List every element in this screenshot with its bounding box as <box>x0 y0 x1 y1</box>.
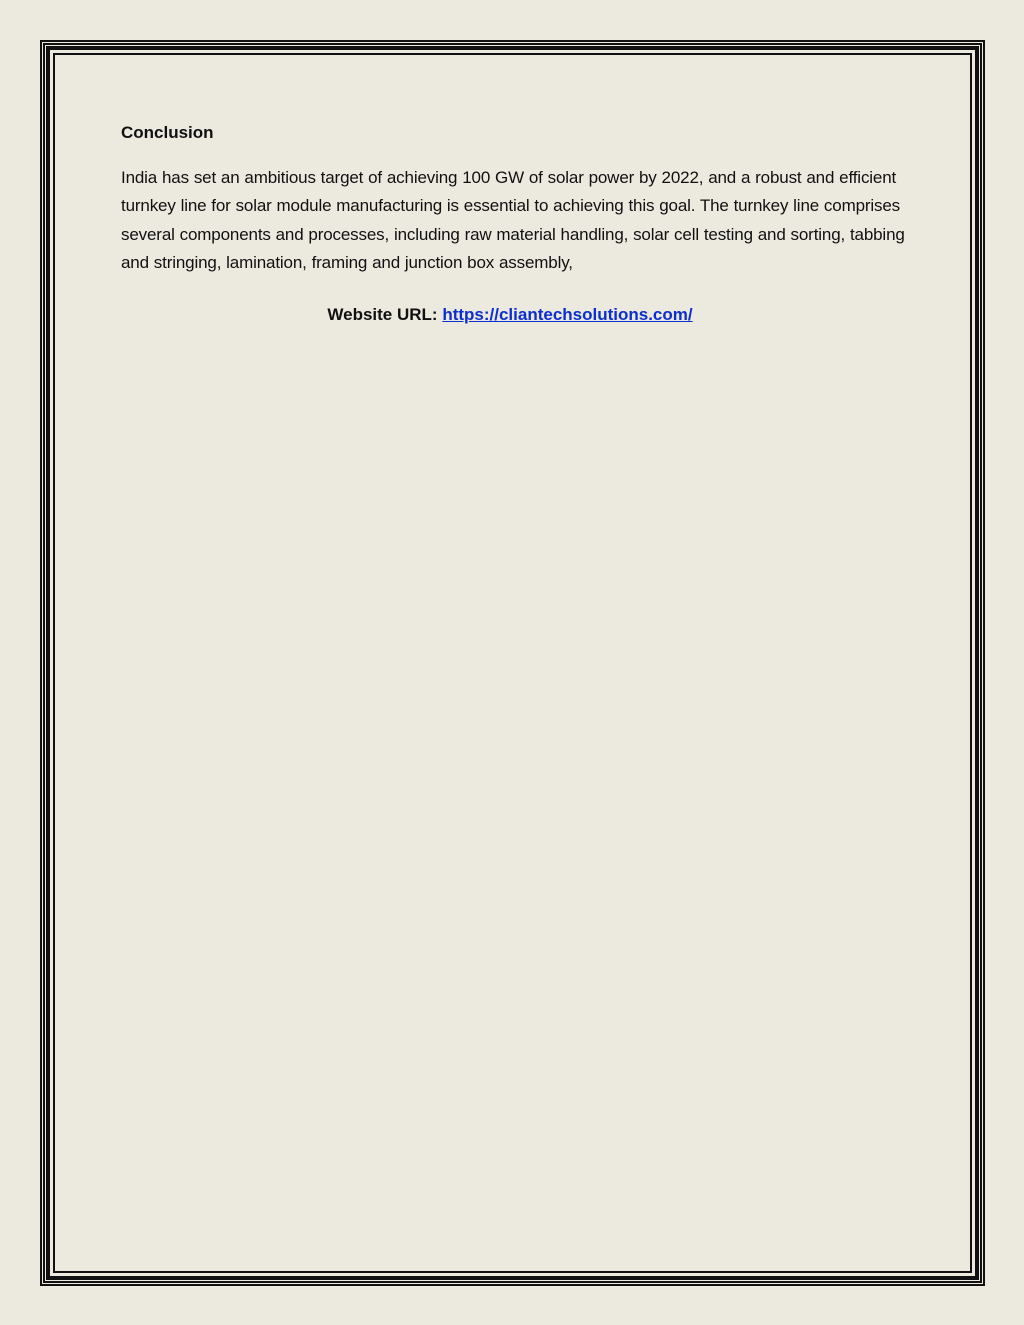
website-url-line <box>121 301 911 329</box>
website-url-link[interactable]: https://cliantechsolutions.com/ <box>442 305 693 325</box>
document-content <box>121 118 911 329</box>
website-url-label: Website URL: <box>327 305 438 325</box>
section-heading: Conclusion <box>121 123 214 142</box>
conclusion-paragraph: India has set an ambitious target of achieving 100 GW of solar power by 2022, and a robust and efficient turnkey line for solar module manufacturing is essential to achieving this goal. The turnkey line comprises several components and processes, including raw material handling, solar cell testing and sorting, tabbing and stringing, lamination, framing and junction box assembly, <box>121 168 905 272</box>
